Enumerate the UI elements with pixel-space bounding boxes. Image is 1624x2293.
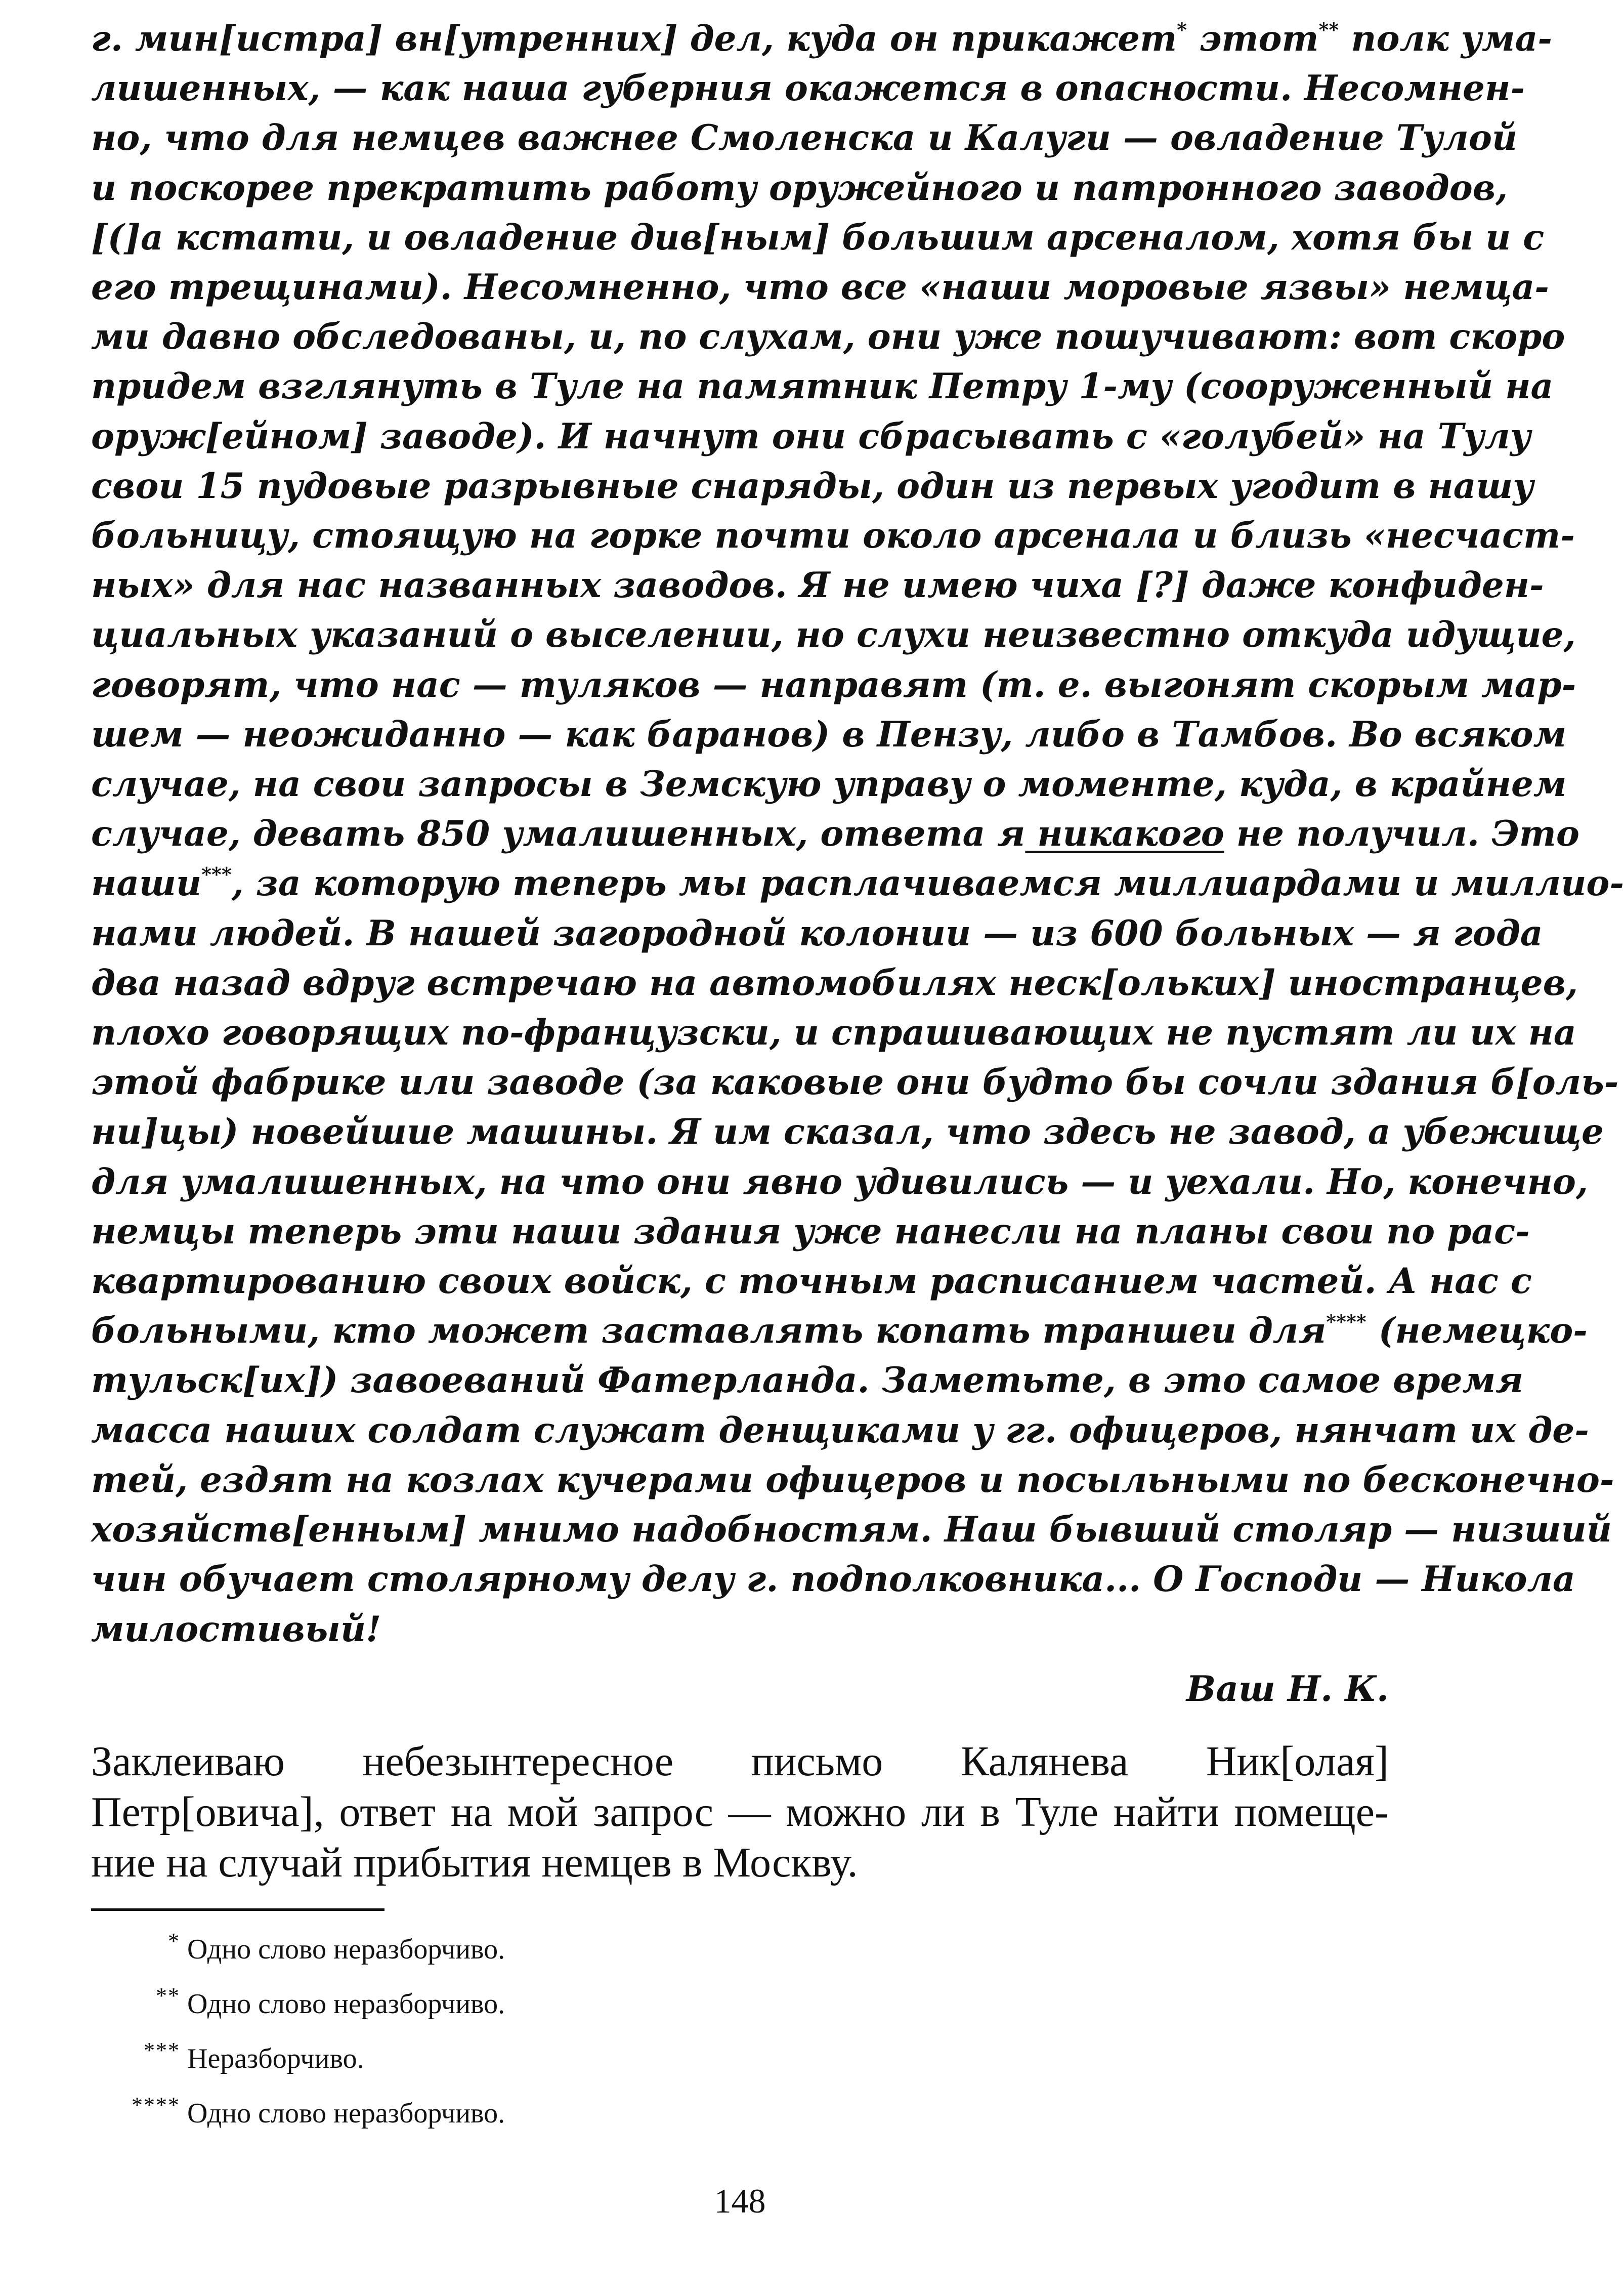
text-line: случае, на свои запросы в Земскую управу о моменте, куда, в крайнем [91, 764, 1567, 805]
text-line: случае, девать 850 умалишенных, ответа я никакого не получил. Это [91, 813, 1579, 855]
text-line: ных» для нас названных заводов. Я не имею чиха [?] даже конфиден- [91, 565, 1544, 606]
text-line: циальных указаний о выселении, но слухи неизвестно откуда идущие, [91, 614, 1576, 656]
text-line: наши***, за которую теперь мы расплачиваемся миллиардами и миллио- [91, 863, 1624, 904]
text-line: плохо говорящих по-французски, и спрашивающих не пустят ли их на [91, 1012, 1576, 1054]
footnote-ref: *** [201, 863, 232, 886]
text-line: его трещинами). Несомненно, что все «наши моровые язвы» немца- [91, 267, 1549, 308]
text-line: шем — неожиданно — как баранов) в Пензу, либо в Тамбов. Во всяком [91, 714, 1567, 755]
note-line: ние на случай прибытия немцев в Москву. [91, 1839, 858, 1886]
text-line: квартированию своих войск, с точным расписанием частей. А нас с [91, 1261, 1532, 1302]
footnote [91, 2032, 1389, 2087]
footnote-mark: ** [156, 1983, 180, 2008]
text-line: ни]цы) новейшие машины. Я им сказал, что здесь не завод, а убежище [91, 1111, 1604, 1153]
footnotes [91, 1923, 1389, 2142]
text-line: и поскорее прекратить работу оружейного и патронного заводов, [91, 167, 1508, 209]
text-line: лишенных, — как наша губерния окажется в опасности. Несомнен- [91, 68, 1525, 109]
text-line: нами людей. В нашей загородной колонии — из 600 больных — я года [91, 912, 1543, 954]
text-line: но, что для немцев важнее Смоленска и Калуги — овладение Тулой [91, 117, 1518, 159]
text-line: [(]а кстати, и овладение див[ным] большим арсеналом, хотя бы и с [91, 217, 1545, 258]
footnote-ref: * [1177, 18, 1187, 41]
text-line: тульск[их]) завоеваний Фатерланда. Заметьте, в это самое время [91, 1360, 1524, 1401]
text-line: хозяйств[енным] мнимо надобностям. Наш бывший столяр — низший [91, 1509, 1612, 1551]
footnote [91, 1923, 1389, 1978]
footnote-mark: **** [132, 2092, 180, 2117]
letter-body [91, 14, 1624, 1654]
text-line: масса наших солдат служат денщиками у гг. офицеров, нянчат их де- [91, 1409, 1589, 1451]
footnote-mark: *** [144, 2037, 180, 2063]
underlined-word: никакого [1025, 813, 1224, 855]
text-line: больницу, стоящую на горке почти около арсенала и близь «несчаст- [91, 515, 1575, 557]
text-line: ми давно обследованы, и, по слухам, они уже пошучивают: вот скоро [91, 316, 1565, 358]
footnote-text: Одно слово неразборчиво. [187, 1988, 505, 2020]
footnote-ref: ** [1318, 18, 1339, 41]
text-line: милостивый! [91, 1608, 381, 1650]
footnote [91, 2087, 1389, 2142]
footnote-text: Одно слово неразборчиво. [187, 1933, 505, 1965]
footnote [91, 1978, 1389, 2032]
text-line: два назад вдруг встречаю на автомобилях неск[ольких] иностранцев, [91, 962, 1578, 1004]
footnote-mark: * [168, 1928, 180, 1953]
text-line: больными, кто может заставлять копать траншеи для**** (немецко- [91, 1310, 1588, 1352]
text-line: для умалишенных, на что они явно удивились — и уехали. Но, конечно, [91, 1161, 1588, 1202]
note-line: Заклеиваю небезынтересное письмо Калянева Ник[олая] [91, 1737, 1389, 1785]
text-line: г. мин[истра] вн[утренних] дел, куда он прикажет* этот** полк ума- [91, 18, 1552, 59]
text-line: оруж[ейном] заводе). И начнут они сбрасывать с «голубей» на Тулу [91, 415, 1531, 457]
text-line: говорят, что нас — туляков — направят (т. е. выгонят скорым мар- [91, 664, 1576, 705]
signature: Ваш Н. К. [1186, 1668, 1389, 1710]
text-line: этой фабрике или заводе (за каковые они будто бы сочли здания б[оль- [91, 1062, 1619, 1103]
text-line: тей, ездят на козлах кучерами офицеров и посыльными по бесконечно- [91, 1459, 1614, 1500]
text-line: чин обучает столярному делу г. подполковника... О Господи — Никола [91, 1559, 1575, 1600]
footnote-ref: **** [1326, 1310, 1366, 1333]
footnote-text: Одно слово неразборчиво. [187, 2097, 505, 2129]
text-line: придем взглянуть в Туле на памятник Петру 1-му (сооруженный на [91, 366, 1554, 407]
footnote-divider [91, 1908, 384, 1911]
text-line: свои 15 пудовые разрывные снаряды, один из первых угодит в нашу [91, 465, 1534, 507]
editor-note [91, 1736, 1389, 1888]
page-number: 148 [714, 2181, 766, 2220]
footnote-text: Неразборчиво. [187, 2042, 364, 2074]
note-line: Петр[овича], ответ на мой запрос — можно ли в Туле найти помеще- [91, 1788, 1389, 1836]
text-line: немцы теперь эти наши здания уже нанесли на планы свои по рас- [91, 1211, 1530, 1252]
book-page [91, 14, 1624, 2221]
